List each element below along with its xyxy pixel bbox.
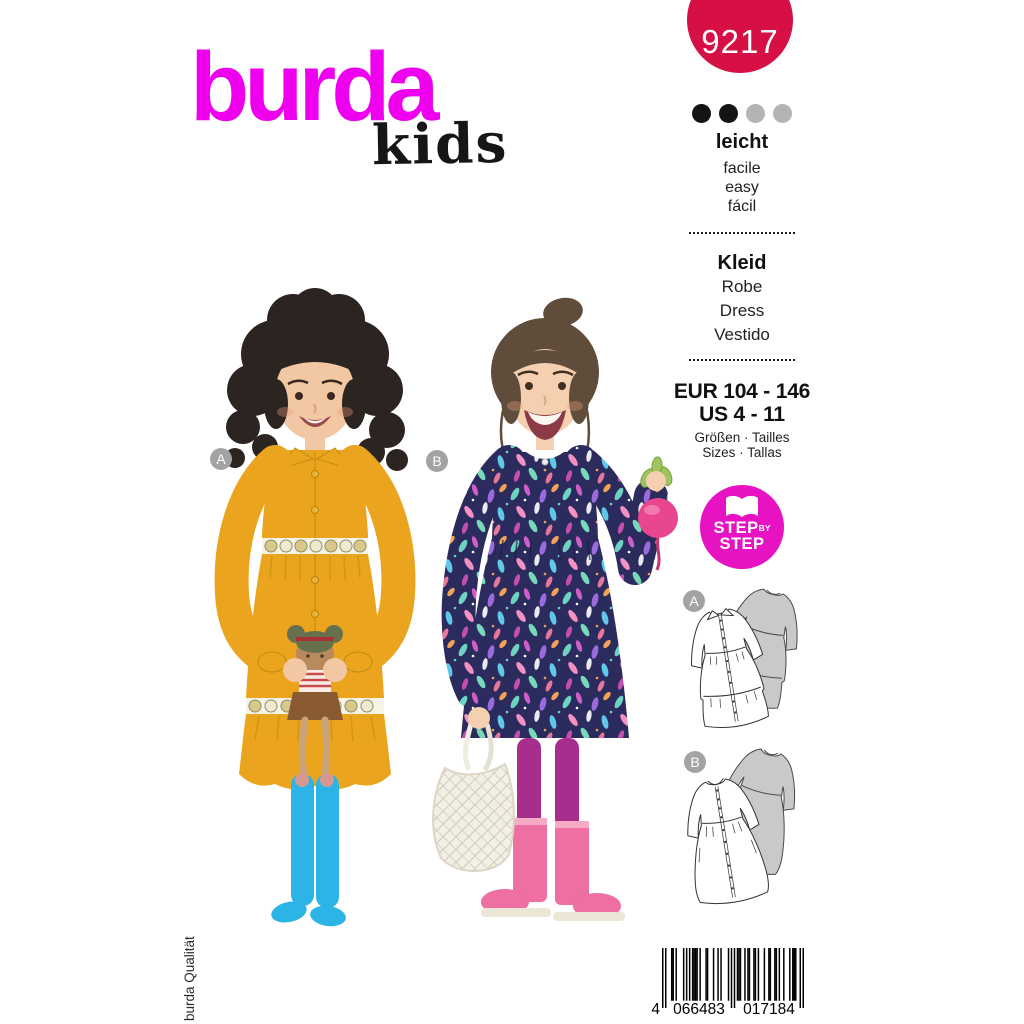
- dotted-separator: [689, 232, 795, 234]
- neck-button: [542, 459, 548, 465]
- garment-name-fr: Robe: [721, 277, 763, 296]
- step-text-top: STEP: [713, 519, 759, 537]
- dress-a: [232, 448, 399, 790]
- step-by-step-badge: [700, 485, 784, 569]
- garment-name-en: Dress: [719, 301, 765, 320]
- hand-a-right: [323, 658, 347, 682]
- pattern-number-circle: [687, 0, 793, 73]
- size-eur: EUR 104 - 146: [673, 380, 811, 403]
- dotted-separator: [689, 359, 795, 361]
- barcode-digits-group2: 017184: [743, 1001, 795, 1018]
- dress-b: [459, 452, 651, 738]
- difficulty-dot: [719, 104, 738, 123]
- face-a: [264, 346, 366, 452]
- difficulty-label-es: fácil: [727, 198, 757, 215]
- barcode-digit-left: 4: [651, 1001, 660, 1018]
- book-icon: [724, 494, 760, 520]
- garment-name-de: Kleid: [717, 252, 767, 274]
- garment-name-es: Vestido: [714, 325, 770, 344]
- difficulty-label-en: easy: [725, 179, 759, 196]
- difficulty-dot: [692, 104, 711, 123]
- net-bag: [433, 724, 514, 871]
- step-text-by: BY: [758, 523, 771, 533]
- difficulty-dot: [773, 104, 792, 123]
- size-labels: [650, 431, 834, 460]
- garment-translations: [650, 275, 834, 347]
- hand-b-right: [646, 471, 666, 491]
- view-b-photo-badge: B: [426, 450, 448, 472]
- quality-vertical-text: burda Qualität: [182, 936, 197, 1021]
- difficulty-translations: [650, 159, 834, 216]
- difficulty-dots: [650, 104, 834, 123]
- tights-a: [269, 774, 347, 927]
- view-a-drawing-badge: A: [683, 590, 705, 612]
- size-label-1: Größen · Tailles: [694, 430, 790, 445]
- technical-drawing-b: [682, 744, 802, 906]
- hand-b-left: [468, 707, 490, 729]
- kids-logo: kids: [371, 109, 509, 178]
- view-a-photo-badge: A: [210, 448, 232, 470]
- hand-a-left: [283, 658, 307, 682]
- barcode: [646, 946, 812, 1024]
- size-us: US 4 - 11: [699, 403, 785, 426]
- difficulty-label-de: leicht: [715, 131, 769, 153]
- difficulty-label-fr: facile: [723, 160, 761, 177]
- pattern-number: 9217: [701, 23, 779, 60]
- barcode-bars: [662, 948, 804, 1008]
- difficulty-dot: [746, 104, 765, 123]
- view-b-drawing-badge: B: [684, 751, 706, 773]
- step-text-bottom: STEP: [719, 535, 765, 553]
- burda-logo: burda: [190, 32, 435, 141]
- technical-drawing-a: [686, 584, 804, 736]
- barcode-digits-group1: 066483: [673, 1001, 725, 1018]
- size-range: [650, 380, 834, 426]
- child-photo-b: [405, 276, 695, 936]
- size-label-2: Sizes · Tallas: [702, 444, 782, 460]
